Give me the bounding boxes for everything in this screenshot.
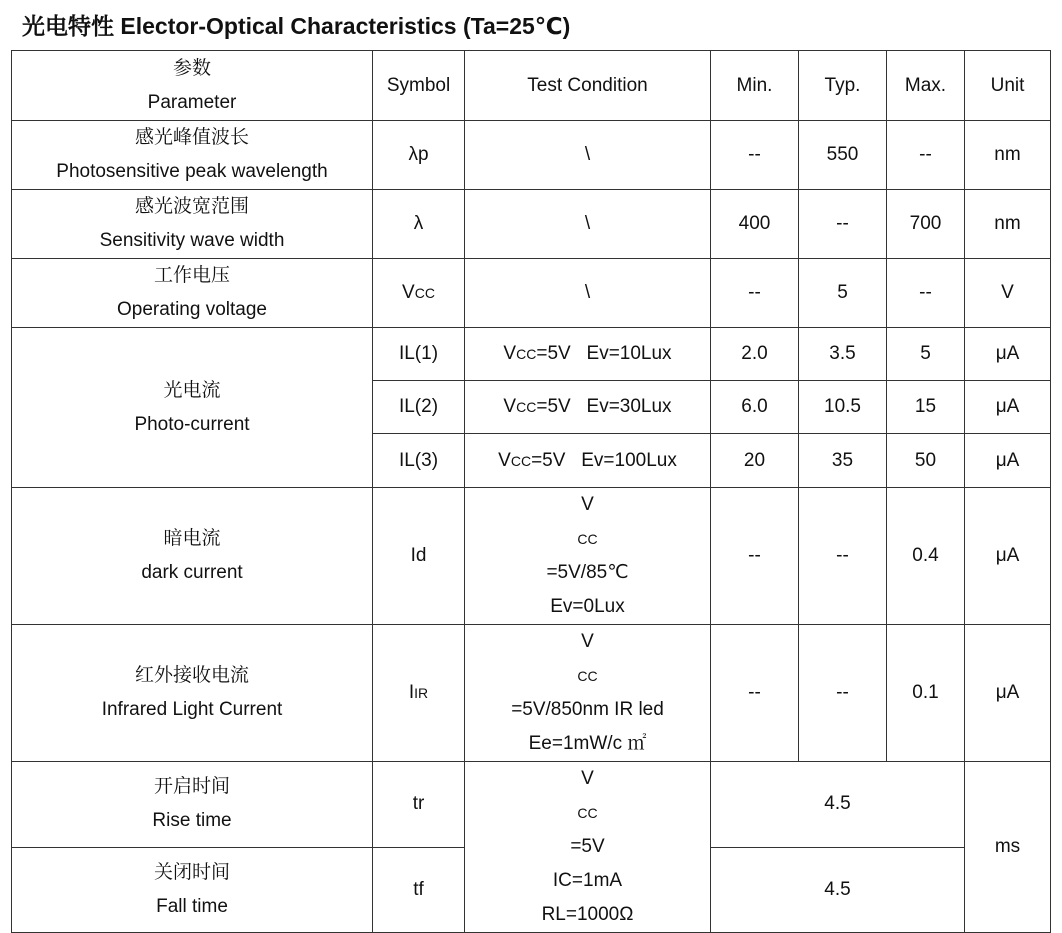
symbol-cell: IL(1) — [373, 328, 465, 381]
typ-cell: 3.5 — [799, 328, 887, 381]
cond-line-3: RL=1000Ω — [541, 904, 634, 925]
rise-time-value: 4.5 — [711, 762, 965, 848]
condition-cell — [465, 625, 711, 762]
cond-rest: =5V Ev=100Lux — [531, 449, 677, 471]
symbol-cell: IL(2) — [373, 381, 465, 434]
cond-v: V — [503, 343, 517, 364]
table-row — [12, 625, 1051, 762]
cond-rest: =5V Ev=10Lux — [536, 343, 672, 364]
symbol-sub: CC — [414, 285, 435, 301]
min-cell: -- — [711, 259, 799, 328]
cond-v: V — [581, 768, 594, 789]
table-row — [12, 121, 1051, 190]
header-parameter-en: Parameter — [147, 91, 237, 113]
max-cell: 50 — [887, 434, 965, 488]
table-row — [12, 762, 1051, 848]
cond-sub: CC — [516, 399, 537, 415]
fall-time-value: 4.5 — [711, 847, 965, 933]
param-cell — [12, 190, 373, 259]
param-cn: 暗电流 — [163, 528, 221, 549]
condition-cell-timing — [465, 762, 711, 933]
header-symbol: Symbol — [373, 51, 465, 121]
symbol-cell: tr — [373, 762, 465, 848]
param-en: Sensitivity wave width — [99, 230, 285, 251]
typ-cell: -- — [799, 190, 887, 259]
symbol-cell: IL(3) — [373, 434, 465, 488]
param-cell — [12, 625, 373, 762]
unit-cell: μA — [965, 625, 1051, 762]
typ-cell: 35 — [799, 434, 887, 488]
max-cell: 0.1 — [887, 625, 965, 762]
max-cell: 700 — [887, 190, 965, 259]
unit-cell: μA — [965, 488, 1051, 625]
min-cell: -- — [711, 625, 799, 762]
param-cn: 感光波宽范围 — [134, 196, 249, 217]
cond-rest: =5V/850nm IR led — [511, 699, 664, 720]
param-en: Infrared Light Current — [101, 699, 283, 720]
param-cell — [12, 488, 373, 625]
param-cn: 红外接收电流 — [134, 665, 249, 686]
param-cell — [12, 762, 373, 848]
param-cell — [12, 847, 373, 933]
cond-sub: CC — [577, 805, 598, 821]
cond-sub: CC — [516, 346, 537, 362]
condition-cell — [465, 381, 711, 434]
header-row — [12, 51, 1051, 121]
max-cell: -- — [887, 259, 965, 328]
param-cell — [12, 259, 373, 328]
min-cell: -- — [711, 488, 799, 625]
cond-rest: =5V — [570, 836, 605, 857]
unit-cell: μA — [965, 434, 1051, 488]
cond-line-2: IC=1mA — [552, 870, 623, 891]
unit-cell-timing: ms — [965, 762, 1051, 933]
section-title: 光电特性 Elector-Optical Characteristics (Ta=25℃) — [22, 13, 571, 39]
symbol-cell: Id — [373, 488, 465, 625]
param-en: dark current — [141, 562, 243, 583]
header-typ: Typ. — [799, 51, 887, 121]
param-cn: 开启时间 — [153, 776, 230, 798]
condition-cell: \ — [465, 190, 711, 259]
cond-line-1 — [469, 625, 706, 727]
cond-line-2: Ev=0Lux — [550, 596, 625, 617]
cond-line-1 — [469, 488, 706, 590]
typ-cell: 10.5 — [799, 381, 887, 434]
symbol-cell — [373, 625, 465, 762]
param-cn: 关闭时间 — [153, 861, 230, 883]
max-cell: 5 — [887, 328, 965, 381]
cond-line-2: Ee=1mW/c ㎡ — [528, 733, 647, 754]
header-min: Min. — [711, 51, 799, 121]
unit-cell: nm — [965, 121, 1051, 190]
min-cell: 400 — [711, 190, 799, 259]
symbol-cell: λ — [373, 190, 465, 259]
param-en: Operating voltage — [117, 299, 267, 320]
header-unit: Unit — [965, 51, 1051, 121]
header-max: Max. — [887, 51, 965, 121]
condition-cell — [465, 328, 711, 381]
max-cell: 15 — [887, 381, 965, 434]
condition-cell: \ — [465, 259, 711, 328]
param-en: Fall time — [156, 895, 228, 917]
symbol-cell: tf — [373, 847, 465, 933]
unit-cell: V — [965, 259, 1051, 328]
min-cell: 20 — [711, 434, 799, 488]
min-cell: 2.0 — [711, 328, 799, 381]
table-row — [12, 328, 1051, 381]
cond-v: V — [581, 494, 594, 515]
cond-sub: CC — [510, 452, 532, 469]
param-cn: 光电流 — [163, 379, 221, 401]
unit-cell: μA — [965, 381, 1051, 434]
cond-sub: CC — [577, 531, 598, 547]
unit-cell: nm — [965, 190, 1051, 259]
cond-v: V — [581, 631, 594, 652]
characteristics-table — [11, 50, 1051, 933]
symbol-sub: IR — [414, 685, 429, 701]
typ-cell: -- — [799, 625, 887, 762]
param-cell — [12, 121, 373, 190]
max-cell: -- — [887, 121, 965, 190]
symbol-main: V — [402, 282, 415, 303]
unit-cell: μA — [965, 328, 1051, 381]
condition-cell: \ — [465, 121, 711, 190]
symbol-main: I — [408, 682, 415, 703]
param-en: Photo-current — [134, 413, 250, 435]
min-cell: 6.0 — [711, 381, 799, 434]
param-cn: 感光峰值波长 — [134, 127, 249, 148]
typ-cell: 5 — [799, 259, 887, 328]
table-row — [12, 488, 1051, 625]
cond-v: V — [498, 449, 511, 471]
max-cell: 0.4 — [887, 488, 965, 625]
header-test-condition: Test Condition — [465, 51, 711, 121]
symbol-cell: λp — [373, 121, 465, 190]
cond-rest: =5V Ev=30Lux — [536, 396, 672, 417]
table-row — [12, 259, 1051, 328]
param-cell-photo-current — [12, 328, 373, 488]
param-cn: 工作电压 — [153, 265, 230, 286]
min-cell: -- — [711, 121, 799, 190]
typ-cell: -- — [799, 488, 887, 625]
condition-cell — [465, 434, 711, 488]
cond-v: V — [503, 396, 517, 417]
cond-line-1 — [469, 762, 706, 864]
table-row — [12, 190, 1051, 259]
symbol-cell — [373, 259, 465, 328]
cond-sub: CC — [577, 668, 598, 684]
cond-rest: =5V/85℃ — [546, 562, 629, 583]
header-parameter — [12, 51, 373, 121]
typ-cell: 550 — [799, 121, 887, 190]
header-parameter-cn: 参数 — [172, 57, 211, 79]
param-en: Photosensitive peak wavelength — [56, 161, 328, 182]
condition-cell — [465, 488, 711, 625]
param-en: Rise time — [152, 810, 232, 832]
